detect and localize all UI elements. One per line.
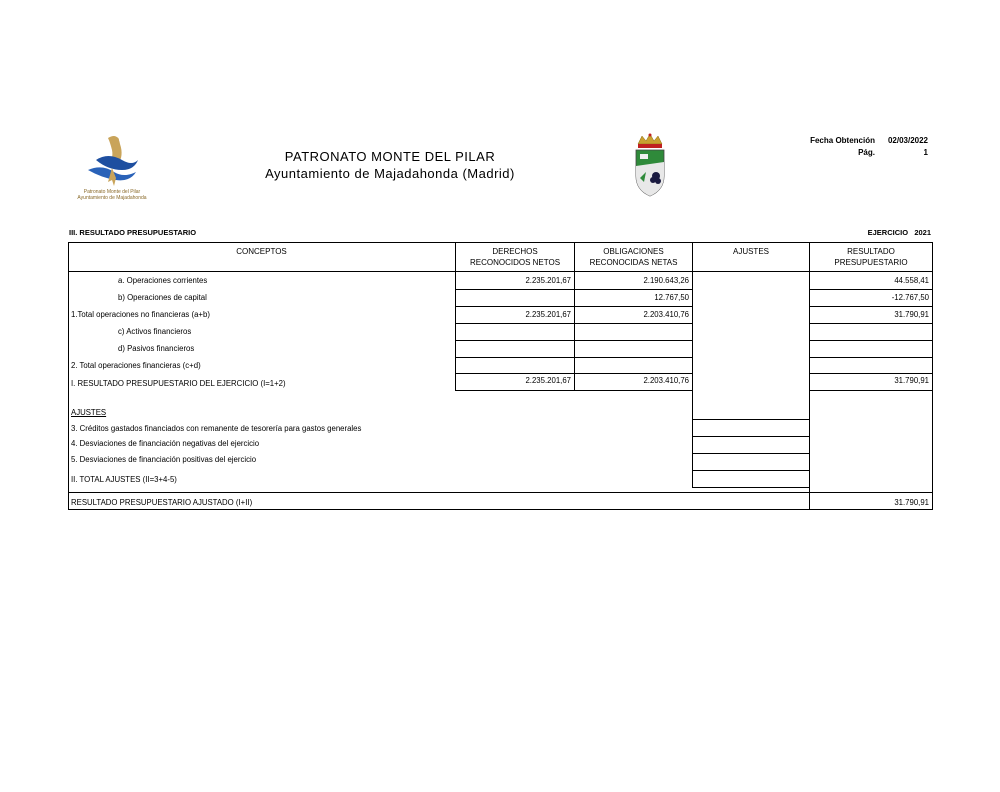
header-ajustes: AJUSTES	[732, 247, 769, 256]
header-obligaciones	[575, 246, 692, 268]
pag-label: Pág.	[858, 148, 875, 157]
row-op-corrientes-label: a. Operaciones corrientes	[118, 276, 208, 285]
row-op-corrientes-obligaciones: 2.190.643,26	[643, 276, 689, 285]
row-total-ajustes-label: II. TOTAL AJUSTES (II=3+4-5)	[71, 475, 177, 484]
fecha-label: Fecha Obtención	[810, 136, 875, 145]
fecha-value: 02/03/2022	[887, 136, 928, 145]
header-resultado-line-1: RESULTADO	[847, 247, 895, 256]
pag-value: 1	[923, 148, 928, 157]
header-derechos-line-1: DERECHOS	[492, 247, 538, 256]
row-desv-positivas-label: 5. Desviaciones de financiación positivas del ejercicio	[71, 455, 257, 464]
row-op-capital-resultado: -12.767,50	[891, 293, 929, 302]
row-total-no-fin-resultado: 31.790,91	[894, 310, 929, 319]
header-conceptos: CONCEPTOS	[236, 247, 287, 256]
row-op-corrientes-resultado: 44.558,41	[894, 276, 929, 285]
row-total-no-fin-obligaciones: 2.203.410,76	[643, 310, 689, 319]
org-name: PATRONATO MONTE DEL PILAR	[284, 149, 496, 164]
row-op-capital-label: b) Operaciones de capital	[118, 293, 207, 302]
row-total-fin-label: 2. Total operaciones financieras (c+d)	[71, 361, 201, 370]
header-derechos	[456, 246, 574, 268]
ejercicio	[800, 228, 931, 237]
coat-of-arms-icon	[630, 132, 670, 202]
ejercicio-label: EJERCICIO	[867, 228, 909, 237]
header-obligaciones-line-1: OBLIGACIONES	[603, 247, 664, 256]
header-obligaciones-line-2: RECONOCIDAS NETAS	[589, 258, 678, 267]
row-resultado-ejercicio-label: I. RESULTADO PRESUPUESTARIO DEL EJERCICIO (I=1+2)	[71, 379, 286, 388]
row-resultado-ajustado-resultado: 31.790,91	[894, 498, 929, 507]
header-resultado-line-2: PRESUPUESTARIO	[834, 258, 908, 267]
row-op-capital-obligaciones: 12.767,50	[654, 293, 689, 302]
row-resultado-ejercicio-derechos: 2.235.201,67	[525, 376, 571, 385]
row-pasivos-fin-label: d) Pasivos financieros	[118, 344, 195, 353]
row-desv-negativas-label: 4. Desviaciones de financiación negativas del ejercicio	[71, 439, 260, 448]
row-creditos-label: 3. Créditos gastados financiados con remanente de tesorería para gastos generales	[71, 424, 362, 433]
header-resultado	[810, 246, 932, 268]
row-resultado-ejercicio-resultado: 31.790,91	[894, 376, 929, 385]
row-total-no-fin-label: 1.Total operaciones no financieras (a+b)	[71, 310, 210, 319]
row-total-no-fin-derechos: 2.235.201,67	[525, 310, 571, 319]
ejercicio-value: 2021	[914, 228, 931, 237]
row-resultado-ajustado-label: RESULTADO PRESUPUESTARIO AJUSTADO (I+II)	[71, 498, 253, 507]
row-resultado-ejercicio-obligaciones: 2.203.410,76	[643, 376, 689, 385]
logo-caption-line-2: Ayuntamiento de Majadahonda	[77, 195, 147, 201]
row-activos-fin-label: c) Activos financieros	[118, 327, 192, 336]
logo-caption-line-1: Patronato Monte del Pilar	[83, 189, 141, 195]
resultado-presupuestario-table	[68, 242, 933, 510]
row-op-corrientes-derechos: 2.235.201,67	[525, 276, 571, 285]
ajustes-heading: AJUSTES	[71, 408, 107, 417]
section-title: III. RESULTADO PRESUPUESTARIO	[69, 228, 197, 237]
logo-caption	[62, 189, 162, 201]
header-derechos-line-2: RECONOCIDOS NETOS	[469, 258, 561, 267]
org-subtitle: Ayuntamiento de Majadahonda (Madrid)	[265, 166, 515, 181]
